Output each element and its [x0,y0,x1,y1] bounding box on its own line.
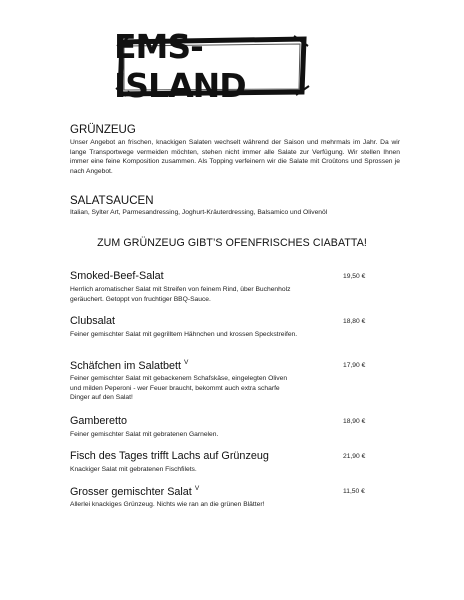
item-name: Gamberetto [70,415,128,427]
ems-island-logo [114,27,310,105]
item-price: 18,80 € [343,318,366,325]
item-description: Feiner gemischter Salat mit gegrilltem Hähnchen und krossen Speckstreifen. [70,331,298,338]
item-price: 11,50 € [343,488,365,495]
salatsaucen-list: Italian, Sylter Art, Parmesandressing, Joghurt-Kräuterdressing, Balsamico und Olivenöl [70,209,328,216]
item-name: Clubsalat [70,315,116,327]
vegetarian-mark: V [194,485,200,492]
vegetarian-mark: V [184,359,189,366]
ciabatta-note: ZUM GRÜNZEUG GIBT’S OFENFRISCHES CIABATTA! [97,237,367,249]
item-price: 21,90 € [343,453,366,460]
item-name: Fisch des Tages trifft Lachs auf Grünzeug [70,450,269,462]
item-name: Smoked-Beef-Salat [70,270,164,282]
item-description: Allerlei knackiges Grünzeug. Nichts wie ran an die grünen Blätter! [70,501,265,508]
item-name: Schäfchen im Salatbett $^V$ [70,359,189,372]
item-description: Herrlich aromatischer Salat mit Streifen von feinem Rind, über Buchenholz geräuchert. Getoppt von fruchtiger BBQ-Sauce. [70,286,291,303]
item-description: Feiner gemischter Salat mit gebratenen Garnelen. [70,431,219,438]
item-description: Feiner gemischter Salat mit gebackenem Schafskäse, eingelegten Oliven und milden Peperoni - wer Feuer braucht, bekommt auch extra scharfe Dinger auf den Salat! [70,375,288,401]
item-description: Knackiger Salat mit gebratenen Fischfilets. [70,466,197,473]
item-price: 17,90 € [343,362,366,369]
gruenzeug-text: Unser Angebot an frischen, knackigen Salaten wechselt während der Saison und mehrmals im Jahr. Da wir lange Transportwege vermeiden möchten, stehen nicht immer alle Salate zur Verfügung. Wir stellen Ihnen immer eine feine Komposition zusammen. Als Topping verfeinern wir die Salate mit Croûtons und Sprossen je nach Angebot. [70,139,400,175]
item-name: Grosser gemischter Salat $^V$ [70,485,200,498]
item-price: 19,50 € [343,273,366,280]
salatsaucen-heading: SALATSAUCEN [70,195,154,207]
item-price: 18,90 € [343,418,366,425]
logo-wordmark: EMS-ISLAND [114,27,246,105]
gruenzeug-heading: GRÜNZEUG [70,124,136,136]
